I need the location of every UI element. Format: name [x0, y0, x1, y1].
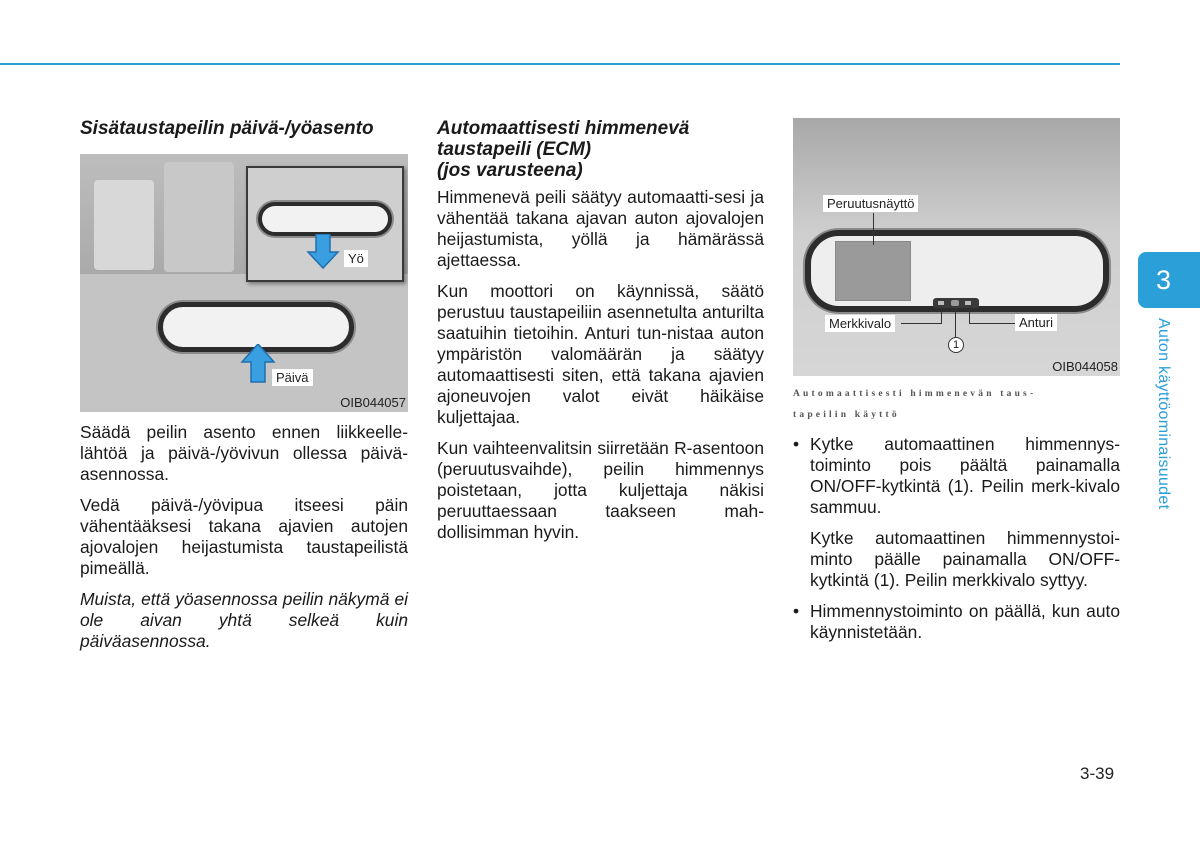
bullet-icon: •	[793, 601, 800, 621]
figure-caption	[793, 384, 1120, 426]
caption-line: tapeilin käyttö	[793, 410, 900, 420]
light-sensor	[965, 301, 971, 305]
column-1	[80, 118, 408, 662]
figure-ecm-mirror	[793, 118, 1120, 376]
caption-line: Automaattisesti himmenevän taus-	[793, 389, 1037, 399]
chapter-tab: 3	[1138, 252, 1200, 308]
callout-number: 1	[948, 337, 964, 353]
list-item-text: Kytke automaattinen himmennys-toiminto pois päältä painamalla ON/OFF-kytkintä (1). Peilin merk-kivalo sammuu.	[810, 434, 1120, 517]
paragraph: Vedä päivä-/yövipua itseesi päin vähentääksesi takana ajavien autojen ajovalojen heijastumista taustapeilistä pimeällä.	[80, 495, 408, 578]
column-3	[793, 118, 1120, 653]
reverse-camera-screen	[835, 241, 911, 301]
callout-line	[941, 306, 942, 324]
heading-line: (jos varusteena)	[437, 160, 583, 181]
callout-line	[873, 213, 874, 245]
callout-line	[969, 323, 1015, 324]
label-day: Päivä	[272, 369, 313, 386]
paragraph: Kun moottori on käynnissä, säätö perustuu taustapeiliin asennetulta anturilta saatuihin tietoihin. Anturi tun-nistaa auton ympäristön valomäärän ja säätyy automaattisesti siten, että takana ajavien ajoneuvojen valot eivät häikäise kuljettajaa.	[437, 281, 764, 427]
figure-code: OIB044057	[340, 395, 406, 410]
arrow-up-icon	[240, 344, 276, 384]
label-reverse-screen: Peruutusnäyttö	[823, 195, 918, 212]
figure-code: OIB044058	[1052, 359, 1118, 374]
section-heading-ecm	[437, 118, 764, 181]
inset-night-detail	[246, 166, 404, 282]
column-2	[437, 118, 764, 553]
top-rule	[0, 63, 1120, 65]
list-item-text: Kytke automaattinen himmennystoi-minto päälle painamalla ON/OFF-kytkintä (1). Peilin merkkivalo syttyy.	[810, 528, 1120, 590]
list-item	[793, 601, 1120, 643]
sun-visor	[94, 180, 154, 270]
page-number: 3-39	[1080, 764, 1115, 783]
rearview-mirror-night	[258, 202, 392, 236]
paragraph: Himmenevä peili säätyy automaatti-sesi ja vähentää takana ajavan auton ajovalojen heijastumista, yöllä ja hämärässä ajettaessa.	[437, 187, 764, 270]
callout-line	[955, 306, 956, 338]
heading-line: taustapeili (ECM)	[437, 139, 592, 160]
section-heading-day-night: Sisätaustapeilin päivä-/yöasento	[80, 118, 374, 139]
label-sensor: Anturi	[1015, 314, 1057, 331]
heading-line: Automaattisesti himmenevä	[437, 118, 690, 139]
indicator-lamp	[938, 301, 944, 305]
note: Muista, että yöasennossa peilin näkymä ei ole aivan yhtä selkeä kuin päiväasennossa.	[80, 589, 408, 651]
label-night: Yö	[344, 250, 368, 267]
bullet-icon: •	[793, 434, 800, 454]
list-item	[793, 434, 1120, 591]
list-item-text: Himmennystoiminto on päällä, kun auto käynnistetään.	[810, 601, 1120, 642]
callout-line	[969, 306, 970, 324]
callout-line	[901, 323, 941, 324]
arrow-down-icon	[306, 234, 340, 270]
chapter-title: Auton käyttöominaisuudet	[1155, 318, 1172, 510]
paragraph: Kun vaihteenvalitsin siirretään R-asentoon (peruutusvaihde), peilin himmennys poistetaan, jotta kuljettaja näkisi peruuttaessaan taakseen mah-dollisimman hyvin.	[437, 438, 764, 542]
label-indicator: Merkkivalo	[825, 315, 895, 332]
bullet-list	[793, 434, 1120, 643]
figure-day-night-mirror	[80, 154, 408, 412]
paragraph: Säädä peilin asento ennen liikkeelle-lähtöä ja päivä-/yövivun ollessa päivä-asennossa.	[80, 422, 408, 484]
overhead-console	[164, 162, 234, 272]
